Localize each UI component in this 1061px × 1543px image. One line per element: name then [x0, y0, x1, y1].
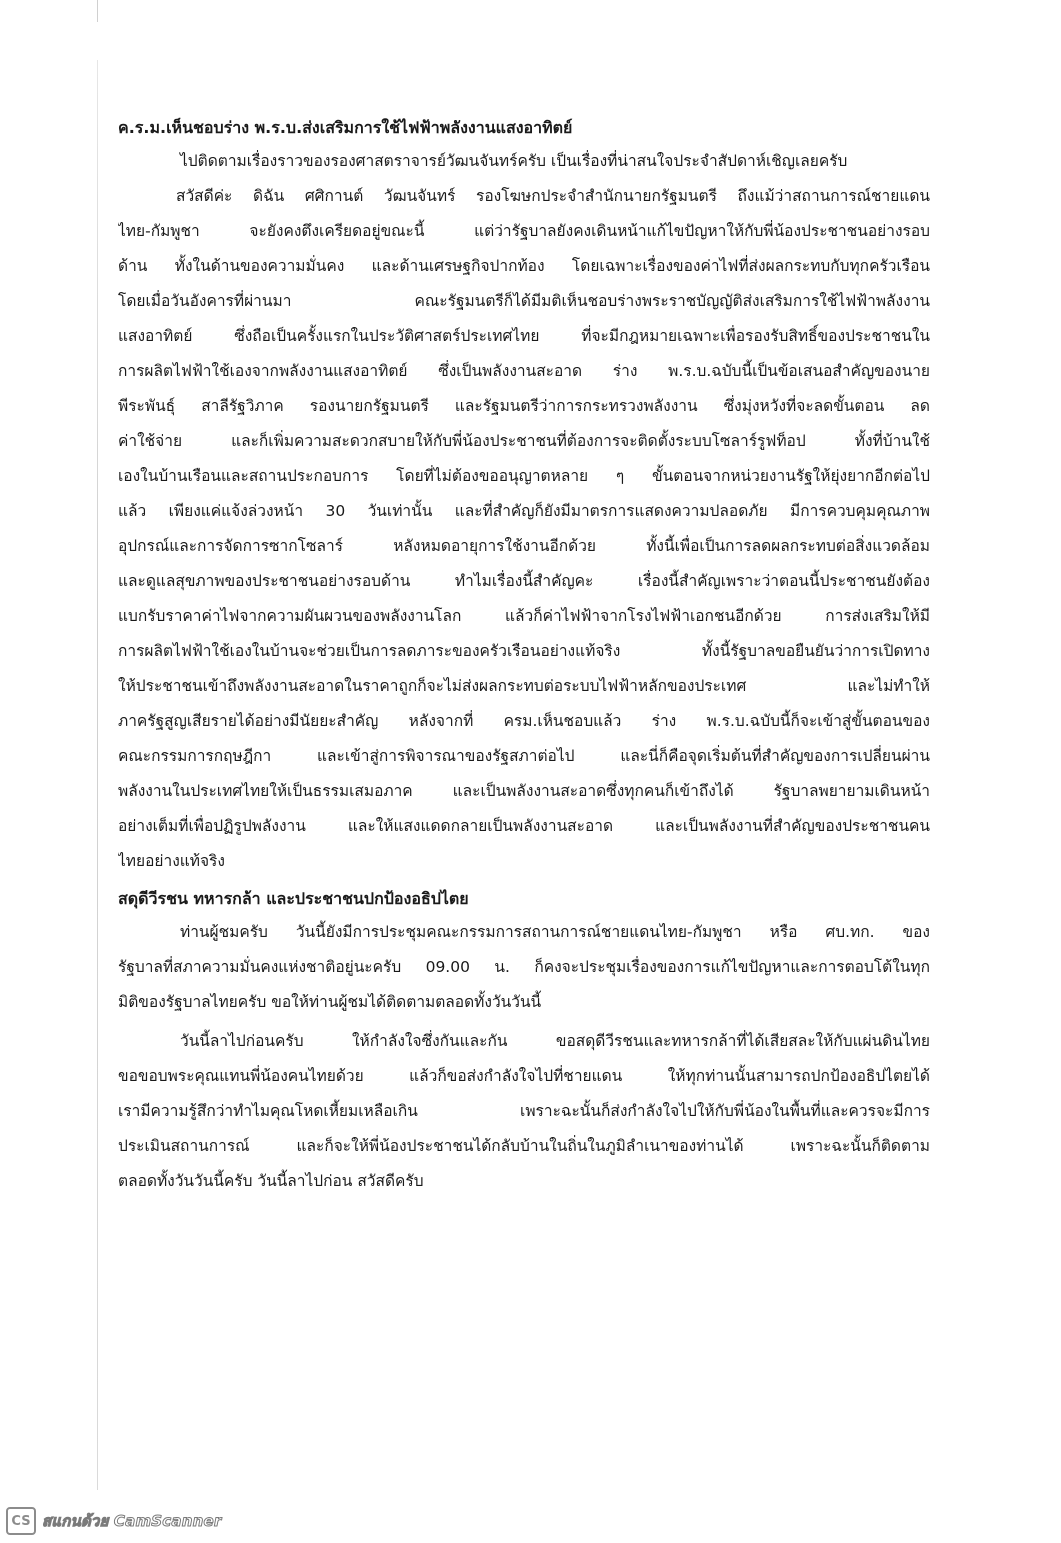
- text-line: แล้ว เพียงแค่แจ้งล่วงหน้า 30 วันเท่านั้น และที่สำคัญก็ยังมีมาตรการแสดงความปลอดภัย มีการควบคุมคุณภาพ: [118, 502, 930, 520]
- text-line: วันนี้ลาไปก่อนครับ ให้กำลังใจซึ่งกันและกัน ขอสดุดีวีรชนและทหารกล้าที่ได้เสียสละให้กับแผ่นดินไทย: [180, 1032, 930, 1050]
- text-line: ไทยอย่างแท้จริง: [118, 852, 225, 870]
- document-body: [118, 112, 930, 1199]
- text-line: ไทย-กัมพูชา จะยังคงตึงเครียดอยู่ขณะนี้ แต่ว่ารัฐบาลยังคงเดินหน้าแก้ไขปัญหาให้กับพี่น้องประชาชนอย่างรอบ: [118, 222, 930, 240]
- camscanner-watermark: [6, 1506, 221, 1536]
- text-line: คณะกรรมการกฤษฎีกา และเข้าสู่การพิจารณาของรัฐสภาต่อไป และนี่ก็คือจุดเริ่มต้นที่สำคัญของการเปลี่ยนผ่าน: [118, 747, 930, 765]
- text-line: มิติของรัฐบาลไทยครับ ขอให้ท่านผู้ชมได้ติดตามตลอดทั้งวันวันนี้: [118, 993, 542, 1011]
- text-line: แบกรับราคาค่าไฟจากความผันผวนของพลังงานโลก แล้วก็ค่าไฟฟ้าจากโรงไฟฟ้าเอกชนอีกด้วย การส่งเสริมให้มี: [118, 607, 930, 625]
- intro-paragraph: [118, 144, 930, 179]
- text-line: ภาครัฐสูญเสียรายได้อย่างมีนัยยะสำคัญ หลังจากที่ ครม.เห็นชอบแล้ว ร่าง พ.ร.บ.ฉบับนี้ก็จะเข้าสู่ขั้นตอนของ: [118, 712, 930, 730]
- text-line: ประเมินสถานการณ์ และก็จะให้พี่น้องประชาชนได้กลับบ้านในถิ่นในภูมิลำเนาของท่านได้ เพราะฉะนั้นก็ติดตาม: [118, 1137, 930, 1155]
- text-line: พีระพันธุ์ สาลีรัฐวิภาค รองนายกรัฐมนตรี และรัฐมนตรีว่าการกระทรวงพลังงาน ซึ่งมุ่งหวังที่จะลดขั้นตอน ลด: [118, 397, 930, 415]
- camscanner-label: สแกนด้วย CamScanner: [42, 1512, 222, 1530]
- solar-bill-paragraph: [118, 179, 930, 879]
- closing-paragraph: [118, 1024, 930, 1199]
- border-meeting-paragraph: [118, 915, 930, 1020]
- intro-line: ไปติดตามเรื่องราวของรองศาสตราจารย์วัฒนจันทร์ครับ เป็นเรื่องที่น่าสนใจประจำสัปดาห์เชิญเลยครับ: [180, 152, 848, 170]
- text-line: ตลอดทั้งวันวันนี้ครับ วันนี้ลาไปก่อน สวัสดีครับ: [118, 1172, 424, 1190]
- text-line: พลังงานในประเทศไทยให้เป็นธรรมเสมอภาค และเป็นพลังงานสะอาดซึ่งทุกคนก็เข้าถึงได้ รัฐบาลพยายามเดินหน้า: [118, 782, 930, 800]
- text-line: แสงอาทิตย์ ซึ่งถือเป็นครั้งแรกในประวัติศาสตร์ประเทศไทย ที่จะมีกฎหมายเฉพาะเพื่อรองรับสิทธิ์ของประชาชนใน: [118, 327, 930, 345]
- text-line: ท่านผู้ชมครับ วันนี้ยังมีการประชุมคณะกรรมการสถานการณ์ชายแดนไทย-กัมพูชา หรือ ศบ.ทก. ของ: [180, 923, 930, 941]
- scan-edge-mark: [97, 0, 98, 22]
- text-line: การผลิตไฟฟ้าใช้เองจากพลังงานแสงอาทิตย์ ซึ่งเป็นพลังงานสะอาด ร่าง พ.ร.บ.ฉบับนี้เป็นข้อเสนอสำคัญของนาย: [118, 362, 930, 380]
- section-heading-solar-bill: ค.ร.ม.เห็นชอบร่าง พ.ร.บ.ส่งเสริมการใช้ไฟฟ้าพลังงานแสงอาทิตย์: [118, 118, 573, 137]
- text-line: การผลิตไฟฟ้าใช้เองในบ้านจะช่วยเป็นการลดภาระของครัวเรือนอย่างแท้จริง ทั้งนี้รัฐบาลขอยืนยันว่าการเปิดทาง: [118, 642, 930, 660]
- text-line: โดยเมื่อวันอังคารที่ผ่านมา คณะรัฐมนตรีก็ได้มีมติเห็นชอบร่างพระราชบัญญัติส่งเสริมการใช้ไฟฟ้าพลังงาน: [118, 292, 930, 310]
- text-line: สวัสดีค่ะ ดิฉัน ศศิกานต์ วัฒนจันทร์ รองโฆษกประจำสำนักนายกรัฐมนตรี ถึงแม้ว่าสถานการณ์ชายแดน: [176, 187, 930, 205]
- text-line: ค่าใช้จ่าย และก็เพิ่มความสะดวกสบายให้กับพี่น้องประชาชนที่ต้องการจะติดตั้งระบบโซลาร์รูฟท็อป ทั้งที่บ้านใช้: [118, 432, 930, 450]
- text-line: รัฐบาลที่สภาความมั่นคงแห่งชาติอยู่นะครับ 09.00 น. ก็คงจะประชุมเรื่องของการแก้ไขปัญหาและการตอบโต้ในทุก: [118, 958, 930, 976]
- text-line: ด้าน ทั้งในด้านของความมั่นคง และด้านเศรษฐกิจปากท้อง โดยเฉพาะเรื่องของค่าไฟที่ส่งผลกระทบกับทุกครัวเรือน: [118, 257, 930, 275]
- text-line: เองในบ้านเรือนและสถานประกอบการ โดยที่ไม่ต้องขออนุญาตหลาย ๆ ขั้นตอนจากหน่วยงานรัฐให้ยุ่งยากอีกต่อไป: [118, 467, 930, 485]
- text-line: อย่างเต็มที่เพื่อปฏิรูปพลังงาน และให้แสงแดดกลายเป็นพลังงานสะอาด และเป็นพลังงานที่สำคัญของประชาชนคน: [118, 817, 930, 835]
- text-line: ขอขอบพระคุณแทนพี่น้องคนไทยด้วย แล้วก็ขอส่งกำลังใจไปที่ชายแดน ให้ทุกท่านนั้นสามารถปกป้องอธิปไตยได้: [118, 1067, 930, 1085]
- text-line: เรามีความรู้สึกว่าทำไมคุณโหดเหี้ยมเหลือเกิน เพราะฉะนั้นก็ส่งกำลังใจไปให้กับพี่น้องในพื้นที่และควรจะมีการ: [118, 1102, 930, 1120]
- camscanner-logo-icon: CS: [6, 1507, 36, 1535]
- text-line: ให้ประชาชนเข้าถึงพลังงานสะอาดในราคาถูกก็จะไม่ส่งผลกระทบต่อระบบไฟฟ้าหลักของประเทศ และไม่ทำให้: [118, 677, 930, 695]
- scan-edge-line: [97, 60, 98, 1490]
- section-heading-tribute: สดุดีวีรชน ทหารกล้า และประชาชนปกป้องอธิปไตย: [118, 889, 469, 908]
- text-line: และดูแลสุขภาพของประชาชนอย่างรอบด้าน ทำไมเรื่องนี้สำคัญคะ เรื่องนี้สำคัญเพราะว่าตอนนี้ประชาชนยังต้อง: [118, 572, 930, 590]
- text-line: อุปกรณ์และการจัดการซากโซลาร์ หลังหมดอายุการใช้งานอีกด้วย ทั้งนี้เพื่อเป็นการลดผลกระทบต่อสิ่งแวดล้อม: [118, 537, 930, 555]
